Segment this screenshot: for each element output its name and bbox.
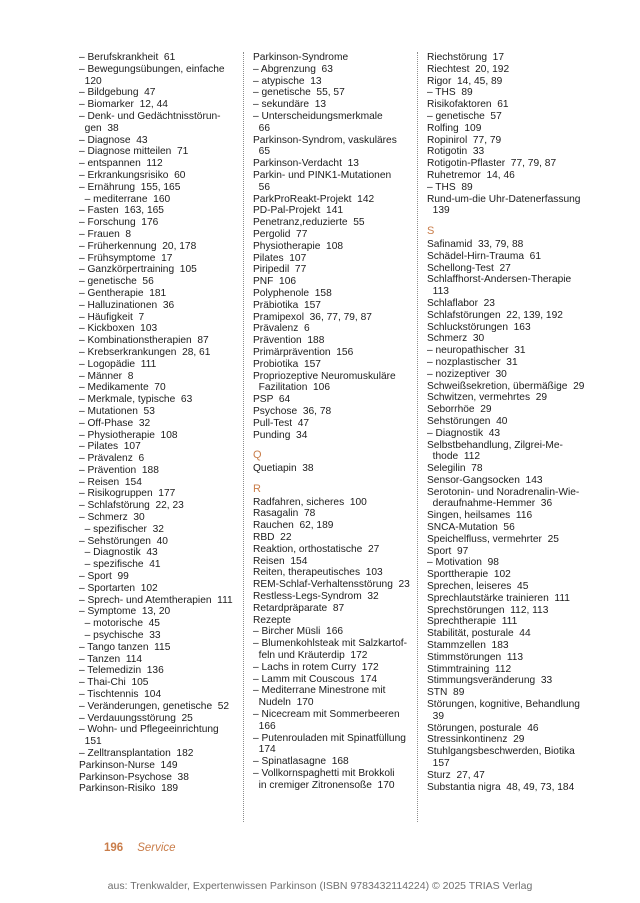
index-entry: – Gentherapie 181: [79, 287, 167, 299]
index-entry: – Tischtennis 104: [79, 689, 162, 701]
index-entry: feln und Kräuterdip 172: [253, 650, 368, 662]
index-entry: Sprechlautstärke trainieren 111: [427, 592, 570, 604]
index-entry: – Mediterrane Minestrone mit: [253, 685, 386, 697]
index-entry: – THS 89: [427, 87, 473, 99]
index-entry: – Männer 8: [79, 370, 134, 382]
index-entry: Serotonin- und Noradrenalin-Wie-: [427, 486, 580, 498]
index-entry: Schwitzen, vermehrtes 29: [427, 392, 548, 404]
index-entry: – Fasten 163, 165: [79, 205, 164, 217]
index-entry: 157: [427, 758, 450, 770]
index-entry: – Physiotherapie 108: [79, 429, 178, 441]
index-entry: – psychische 33: [79, 630, 161, 642]
index-entry: Nudeln 170: [253, 697, 314, 709]
index-entry: – Merkmale, typische 63: [79, 394, 193, 406]
index-entry: Stimmstörungen 113: [427, 651, 524, 663]
index-entry: – Erkrankungsrisiko 60: [79, 169, 186, 181]
index-entry: Schädel-Hirn-Trauma 61: [427, 250, 541, 262]
index-entry: Speichelfluss, vermehrter 25: [427, 533, 559, 545]
index-entry: – Blumenkohlsteak mit Salzkartof-: [253, 638, 408, 650]
index-entry: Substantia nigra 48, 49, 73, 184: [427, 781, 575, 793]
index-entry: Schluckstörungen 163: [427, 321, 531, 333]
index-entry: PSP 64: [253, 394, 291, 406]
index-entry: Polyphenole 158: [253, 287, 332, 299]
index-entry: Safinamid 33, 79, 88: [427, 238, 524, 250]
index-entry: 174: [253, 744, 276, 756]
index-entry: Rigor 14, 45, 89: [427, 75, 503, 87]
index-entry: 56: [253, 181, 270, 193]
index-entry: – Sport 99: [79, 571, 129, 583]
index-entry: PNF 106: [253, 276, 297, 288]
index-entry: Rotigotin 33: [427, 146, 485, 158]
index-entry: – Kombinationstherapien 87: [79, 335, 209, 347]
index-entry: – spezifischer 32: [79, 523, 164, 535]
index-entry: Pergolid 77: [253, 228, 308, 240]
index-entry: – Forschung 176: [79, 217, 159, 229]
index-entry: Reisen 154: [253, 555, 308, 567]
index-entry: – nozizeptiver 30: [427, 368, 507, 380]
index-entry: Rund-um-die Uhr-Datenerfassung: [427, 193, 581, 205]
index-entry: Stammzellen 183: [427, 640, 509, 652]
index-entry: Rezepte: [253, 614, 291, 626]
index-entry: Selbstbehandlung, Zilgrei-Me-: [427, 439, 563, 451]
index-entry: Parkinson-Psychose 38: [79, 771, 189, 783]
index-entry: Störungen, posturale 46: [427, 722, 539, 734]
section-letter: S: [427, 225, 435, 238]
index-entry: – Telemedizin 136: [79, 665, 164, 677]
index-entry: – nozplastischer 31: [427, 356, 518, 368]
index-entry: – Schlafstörung 22, 23: [79, 500, 184, 512]
index-entry: – Risikogruppen 177: [79, 488, 176, 500]
index-entry: RBD 22: [253, 532, 292, 544]
index-entry: Schmerz 30: [427, 333, 485, 345]
index-entry: – entspannen 112: [79, 158, 163, 170]
index-entry: Rotigotin-Pflaster 77, 79, 87: [427, 158, 557, 170]
index-entry: Stimmungsveränderung 33: [427, 675, 553, 687]
index-entry: Parkinson-Risiko 189: [79, 783, 179, 795]
section-label: Service: [137, 842, 176, 854]
index-entry: Stressinkontinenz 29: [427, 734, 525, 746]
index-entry: – genetische 55, 57: [253, 87, 345, 99]
index-entry: Sprechtherapie 111: [427, 616, 518, 628]
index-entry: Schellong-Test 27: [427, 262, 511, 274]
index-entry: Riechtest 20, 192: [427, 63, 510, 75]
index-entry: in cremiger Zitronensoße 170: [253, 779, 395, 791]
index-entry: – Nicecream mit Sommerbeeren: [253, 709, 400, 721]
index-entry: – Mutationen 53: [79, 405, 155, 417]
index-entry: Sporttherapie 102: [427, 569, 511, 581]
index-entry: Riechstörung 17: [427, 52, 505, 63]
section-letter: Q: [253, 449, 262, 462]
index-entry: Parkinson-Nurse 149: [79, 759, 178, 771]
index-entry: Propriozeptive Neuromuskuläre: [253, 370, 396, 382]
index-entry: Sprechen, leiseres 45: [427, 581, 529, 593]
index-entry: Präbiotika 157: [253, 299, 321, 311]
index-entry: – Putenrouladen mit Spinatfüllung: [253, 732, 406, 744]
index-entry: – Reisen 154: [79, 476, 142, 488]
column-separator: [243, 52, 244, 822]
page-number: 196: [104, 842, 124, 854]
index-entry: Schlafstörungen 22, 139, 192: [427, 309, 563, 321]
index-entry: – Diagnose mitteilen 71: [79, 146, 189, 158]
index-entry: Radfahren, sicheres 100: [253, 496, 367, 508]
index-entry: – Bewegungsübungen, einfache: [79, 63, 225, 75]
index-entry: Seborrhöe 29: [427, 404, 492, 416]
index-entry: – Logopädie 111: [79, 358, 157, 370]
index-entry: SNCA-Mutation 56: [427, 522, 515, 534]
index-entry: – THS 89: [427, 181, 473, 193]
index-entry: 151: [79, 736, 102, 748]
index-entry: – Krebserkrankungen 28, 61: [79, 346, 211, 358]
index-entry: Fazilitation 106: [253, 382, 331, 394]
index-entry: Selegilin 78: [427, 463, 483, 475]
index-entry: Pilates 107: [253, 252, 307, 264]
index-entry: – Verdauungsstörung 25: [79, 712, 193, 724]
index-entry: Reaktion, orthostatische 27: [253, 543, 380, 555]
column-separator: [417, 52, 418, 822]
index-entry: 120: [79, 75, 102, 87]
index-entry: – spezifische 41: [79, 559, 161, 571]
index-column-1: [79, 52, 235, 795]
index-entry: Psychose 36, 78: [253, 405, 332, 417]
index-entry: – Biomarker 12, 44: [79, 99, 168, 111]
index-entry: Rasagalin 78: [253, 508, 316, 520]
index-entry: – mediterrane 160: [79, 193, 171, 205]
index-entry: – Ernährung 155, 165: [79, 181, 181, 193]
index-entry: Sehstörungen 40: [427, 415, 508, 427]
index-entry: – Häufigkeit 7: [79, 311, 145, 323]
index-entry: Ropinirol 77, 79: [427, 134, 502, 146]
index-entry: – motorische 45: [79, 618, 160, 630]
index-entry: – Sportarten 102: [79, 582, 158, 594]
index-entry: – Denk- und Gedächtnisstörun-: [79, 110, 221, 122]
index-entry: 113: [427, 286, 449, 298]
index-entry: 66: [253, 122, 270, 134]
index-entry: PD-Pal-Projekt 141: [253, 205, 344, 217]
index-entry: – Thai-Chi 105: [79, 677, 149, 689]
index-entry: – neuropathischer 31: [427, 345, 526, 357]
index-entry: – Abgrenzung 63: [253, 63, 333, 75]
index-entry: – Schmerz 30: [79, 512, 145, 524]
index-entry: Stimmtraining 112: [427, 663, 512, 675]
index-entry: Parkinson-Syndrom, vaskuläres: [253, 134, 397, 146]
index-entry: – Motivation 98: [427, 557, 499, 569]
index-entry: Parkinson-Syndrome: [253, 52, 349, 63]
index-entry: Schlaflabor 23: [427, 297, 495, 309]
index-entry: – Berufskrankheit 61: [79, 52, 176, 63]
index-entry: – Pilates 107: [79, 441, 141, 453]
index-entry: 39: [427, 710, 444, 722]
index-entry: Risikofaktoren 61: [427, 99, 509, 111]
index-entry: Sport 97: [427, 545, 469, 557]
index-entry: – Frauen 8: [79, 228, 132, 240]
index-entry: – Frühsymptome 17: [79, 252, 173, 264]
index-entry: – Off-Phase 32: [79, 417, 151, 429]
index-entry: Sturz 27, 47: [427, 769, 485, 781]
index-entry: Ruhetremor 14, 46: [427, 169, 515, 181]
index-entry: Retardpräparate 87: [253, 602, 345, 614]
index-entry: REM-Schlaf-Verhaltensstörung 23: [253, 579, 410, 591]
index-entry: Piripedil 77: [253, 264, 307, 276]
index-entry: Störungen, kognitive, Behandlung: [427, 699, 580, 711]
index-entry: gen 38: [79, 122, 119, 134]
index-entry: – atypische 13: [253, 75, 322, 87]
index-entry: 65: [253, 146, 270, 158]
index-entry: Stuhlgangsbeschwerden, Biotika: [427, 746, 575, 758]
index-entry: – Veränderungen, genetische 52: [79, 700, 230, 712]
index-entry: – Zelltransplantation 182: [79, 748, 194, 760]
index-entry: – genetische 57: [427, 110, 502, 122]
index-entry: ParkProReakt-Projekt 142: [253, 193, 375, 205]
index-entry: – Ganzkörpertraining 105: [79, 264, 197, 276]
index-entry: – Lamm mit Couscous 174: [253, 673, 378, 685]
index-entry: Reiten, therapeutisches 103: [253, 567, 383, 579]
index-entry: – Vollkornspaghetti mit Brokkoli: [253, 768, 395, 780]
index-entry: – Diagnostik 43: [79, 547, 158, 559]
index-entry: thode 112: [427, 451, 481, 463]
index-entry: – Bircher Müsli 166: [253, 626, 344, 638]
source-footer: aus: Trenkwalder, Expertenwissen Parkinson (ISBN 9783432114224) © 2025 TRIAS Verlag: [107, 880, 533, 892]
index-entry: Physiotherapie 108: [253, 240, 344, 252]
index-entry: – Symptome 13, 20: [79, 606, 171, 618]
index-entry: Punding 34: [253, 429, 308, 441]
index-entry: – sekundäre 13: [253, 99, 327, 111]
index-entry: Parkin- und PINK1-Mutationen: [253, 169, 392, 181]
index-entry: – Unterscheidungsmerkmale: [253, 110, 383, 122]
index-entry: – Wohn- und Pflegeeinrichtung: [79, 724, 219, 736]
index-entry: – Medikamente 70: [79, 382, 166, 394]
index-entry: Probiotika 157: [253, 358, 321, 370]
index-column-3: [427, 52, 595, 793]
index-entry: – Früherkennung 20, 178: [79, 240, 197, 252]
index-entry: – Sehstörungen 40: [79, 535, 168, 547]
index-entry: Prävalenz 6: [253, 323, 310, 335]
index-entry: Schlaffhorst-Andersen-Therapie: [427, 274, 572, 286]
index-entry: Pramipexol 36, 77, 79, 87: [253, 311, 372, 323]
index-entry: 166: [253, 720, 276, 732]
index-entry: deraufnahme-Hemmer 36: [427, 498, 553, 510]
index-entry: – Lachs in rotem Curry 172: [253, 661, 379, 673]
index-entry: Quetiapin 38: [253, 463, 314, 475]
index-column-2: [253, 52, 409, 792]
index-entry: Sprechstörungen 112, 113: [427, 604, 549, 616]
index-entry: – Tango tanzen 115: [79, 641, 171, 653]
index-entry: Rauchen 62, 189: [253, 520, 334, 532]
index-entry: Stabilität, posturale 44: [427, 628, 531, 640]
index-entry: Prävention 188: [253, 335, 325, 347]
index-entry: – Prävention 188: [79, 464, 159, 476]
index-entry: – Kickboxen 103: [79, 323, 158, 335]
index-entry: – Tanzen 114: [79, 653, 143, 665]
index-entry: Primärprävention 156: [253, 346, 354, 358]
index-entry: Singen, heilsames 116: [427, 510, 533, 522]
index-entry: – genetische 56: [79, 276, 154, 288]
index-entry: – Halluzinationen 36: [79, 299, 175, 311]
index-entry: – Spinatlasagne 168: [253, 756, 349, 768]
index-entry: – Diagnose 43: [79, 134, 148, 146]
index-entry: Penetranz,reduzierte 55: [253, 217, 365, 229]
section-letter: R: [253, 482, 261, 495]
index-entry: – Prävalenz 6: [79, 453, 145, 465]
index-entry: Schweißsekretion, übermäßige 29: [427, 380, 585, 392]
index-entry: – Bildgebung 47: [79, 87, 156, 99]
index-entry: STN 89: [427, 687, 465, 699]
page-folio: [104, 842, 176, 854]
index-entry: Sensor-Gangsocken 143: [427, 474, 543, 486]
index-entry: – Diagnostik 43: [427, 427, 501, 439]
index-entry: Parkinson-Verdacht 13: [253, 158, 359, 170]
index-entry: Pull-Test 47: [253, 417, 310, 429]
index-entry: – Sprech- und Atemtherapien 111: [79, 594, 233, 606]
index-entry: Rolfing 109: [427, 122, 482, 134]
index-entry: Restless-Legs-Syndrom 32: [253, 591, 379, 603]
index-entry: 139: [427, 205, 450, 217]
